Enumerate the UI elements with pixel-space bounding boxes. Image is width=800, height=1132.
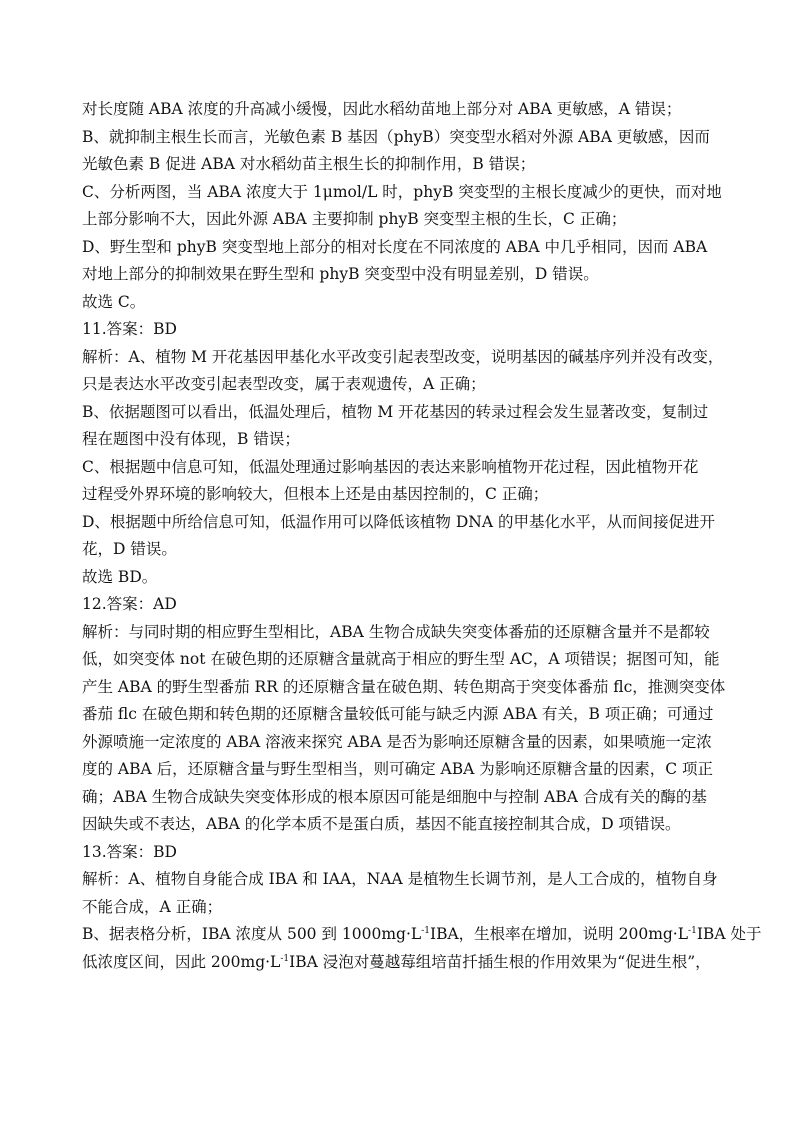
text-line: 对地上部分的抑制效果在野生型和 phyB 突变型中没有明显差别，D 错误。 [82, 265, 599, 283]
answer-heading: 11.答案：BD [82, 320, 177, 338]
answer-heading: 12.答案：AD [82, 595, 177, 613]
text-line: 花，D 错误。 [82, 540, 177, 558]
text-line-with-superscript [82, 949, 716, 977]
text-line-with-superscript [82, 921, 762, 949]
superscript: -1 [280, 953, 290, 964]
text-line: 确；ABA 生物合成缺失突变体形成的根本原因可能是细胞中与控制 ABA 合成有关的酶的基 [82, 787, 707, 806]
superscript: -1 [688, 925, 697, 936]
text-line: 不能合成，A 正确； [82, 897, 223, 916]
text-line: 低，如突变体 not 在破色期的还原糖含量就高于相应的野生型 AC，A 项错误；据图可知，能 [82, 650, 720, 668]
text-segment: IBA 处于 [696, 925, 762, 943]
text-line: 解析：A、植物 M 开花基因甲基化水平改变引起表型改变，说明基因的碱基序列并没有改变， [82, 347, 724, 366]
answer-heading: 13.答案：BD [82, 842, 177, 861]
text-line: 只是表达水平改变引起表型改变，属于表观遗传，A 正确； [82, 375, 486, 393]
text-line: C、分析两图，当 ABA 浓度大于 1μmol/L 时，phyB 突变型的主根长度减少的更快，而对地 [82, 182, 722, 201]
text-segment: 低浓度区间，因此 200mg·L [82, 952, 281, 971]
text-line: 产生 ABA 的野生型番茄 RR 的还原糖含量在破色期、转色期高于突变体番茄 flc，推测突变体 [82, 677, 726, 696]
text-line: 因缺失或不表达，ABA 的化学本质不是蛋白质，基因不能直接控制其合成，D 项错误。 [82, 815, 681, 833]
text-line: 番茄 flc 在破色期和转色期的还原糖含量较低可能与缺乏内源 ABA 有关，B 项正确；可通过 [82, 705, 714, 723]
text-line: 过程受外界环境的影响较大，但根本上还是由基因控制的，C 正确； [82, 485, 549, 503]
text-line: 外源喷施一定浓度的 ABA 溶液来探究 ABA 是否为影响还原糖含量的因素，如果喷施一定浓 [82, 732, 712, 751]
text-line: 光敏色素 B 促进 ABA 对水稻幼苗主根生长的抑制作用，B 错误； [82, 155, 536, 173]
text-segment: B、据表格分析，IBA 浓度从 500 到 1000mg·L [82, 925, 422, 943]
text-line: C、根据题中信息可知，低温处理通过影响基因的表达来影响植物开花过程，因此植物开花 [82, 457, 699, 476]
text-line: 解析：A、植物自身能合成 IBA 和 IAA，NAA 是植物生长调节剂，是人工合成的，植物自身 [82, 870, 718, 888]
text-line: D、根据题中所给信息可知，低温作用可以降低该植物 DNA 的甲基化水平，从而间接促进开 [82, 512, 715, 531]
text-line: 解析：与同时期的相应野生型相比，ABA 生物合成缺失突变体番茄的还原糖含量并不是都较 [82, 622, 710, 641]
text-line: 对长度随 ABA 浓度的升高减小缓慢，因此水稻幼苗地上部分对 ABA 更敏感，A 错误； [82, 100, 682, 118]
text-line: B、依据题图可以看出，低温处理后，植物 M 开花基因的转录过程会发生显著改变，复制过 [82, 402, 709, 421]
text-segment: IBA，生根率在增加，说明 200mg·L [429, 925, 689, 943]
text-line: D、野生型和 phyB 突变型地上部分的相对长度在不同浓度的 ABA 中几乎相同，因而 ABA [82, 237, 708, 256]
text-segment: IBA 浸泡对蔓越莓组培苗扦插生根的作用效果为“促进生根”， [289, 952, 711, 971]
superscript: -1 [421, 925, 430, 936]
text-line: B、就抑制主根生长而言，光敏色素 B 基因（phyB）突变型水稻对外源 ABA 更敏感，因而 [82, 127, 710, 146]
conclusion-line: 故选 BD。 [82, 567, 158, 586]
text-line: 度的 ABA 后，还原糖含量与野生型相当，则可确定 ABA 为影响还原糖含量的因素，C 项正 [82, 760, 714, 778]
text-line: 程在题图中没有体现，B 错误； [82, 430, 300, 448]
text-line: 上部分影响不大，因此外源 ABA 主要抑制 phyB 突变型主根的生长，C 正确； [82, 210, 627, 228]
conclusion-line: 故选 C。 [82, 292, 146, 311]
